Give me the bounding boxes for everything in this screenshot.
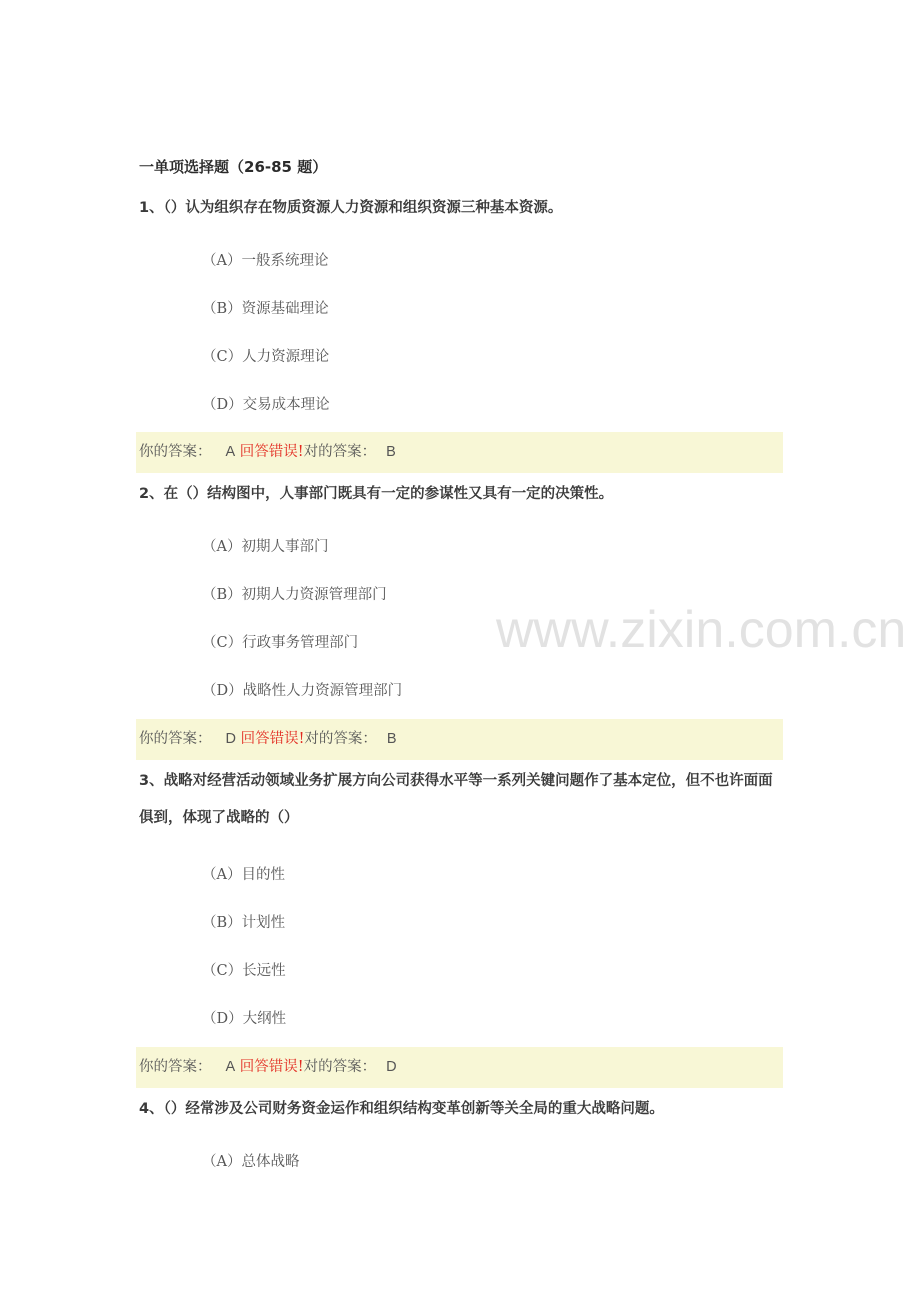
question-3: 3、战略对经营活动领域业务扩展方向公司获得水平等一系列关键问题作了基本定位，但不也许面面俱到，体现了战略的（） bbox=[139, 773, 773, 826]
option-1d: （D）交易成本理论 bbox=[202, 397, 330, 413]
option-1c: （C）人力资源理论 bbox=[202, 349, 330, 365]
your-answer-label: 你的答案： bbox=[139, 1059, 212, 1075]
correct-answer-label: 对的答案： bbox=[303, 1059, 377, 1075]
option-2c: （C）行政事务管理部门 bbox=[202, 635, 359, 651]
correct-answer-value: B bbox=[386, 444, 396, 460]
correct-answer-value: D bbox=[386, 1059, 397, 1075]
section-title: 一单项选择题（26-85 题） bbox=[139, 158, 328, 176]
wrong-label: 回答错误! bbox=[239, 1059, 304, 1075]
wrong-label: 回答错误! bbox=[239, 444, 304, 460]
option-3c: （C）长远性 bbox=[202, 963, 286, 979]
option-2d: （D）战略性人力资源管理部门 bbox=[202, 683, 403, 699]
option-4a: （A）总体战略 bbox=[202, 1154, 300, 1170]
question-4: 4、（）经常涉及公司财务资金运作和组织结构变革创新等关全局的重大战略问题。 bbox=[139, 1101, 664, 1117]
option-3a: （A）目的性 bbox=[202, 867, 285, 883]
watermark: www.zixin.com.cn bbox=[496, 601, 907, 659]
your-answer-value: A bbox=[225, 444, 236, 460]
your-answer-label: 你的答案： bbox=[139, 731, 212, 747]
your-answer-value: A bbox=[225, 1059, 236, 1075]
correct-answer-value: B bbox=[386, 731, 397, 747]
wrong-label: 回答错误! bbox=[240, 731, 305, 747]
your-answer-label: 你的答案： bbox=[139, 444, 212, 460]
correct-answer-label: 对的答案： bbox=[304, 731, 377, 747]
answer-bar-3 bbox=[136, 1047, 783, 1088]
option-3b: （B）计划性 bbox=[202, 915, 286, 931]
option-2b: （B）初期人力资源管理部门 bbox=[202, 587, 387, 603]
question-2: 2、在（）结构图中，人事部门既具有一定的参谋性又具有一定的决策性。 bbox=[139, 486, 614, 502]
answer-bar-1 bbox=[136, 432, 783, 473]
option-1a: （A）一般系统理论 bbox=[202, 253, 329, 269]
answer-bar-2 bbox=[136, 719, 783, 760]
option-3d: （D）大纲性 bbox=[202, 1011, 287, 1027]
option-2a: （A）初期人事部门 bbox=[202, 539, 329, 555]
option-1b: （B）资源基础理论 bbox=[202, 301, 329, 317]
question-1: 1、（）认为组织存在物质资源人力资源和组织资源三种基本资源。 bbox=[139, 200, 563, 216]
correct-answer-label: 对的答案： bbox=[303, 444, 377, 460]
your-answer-value: D bbox=[225, 731, 236, 747]
